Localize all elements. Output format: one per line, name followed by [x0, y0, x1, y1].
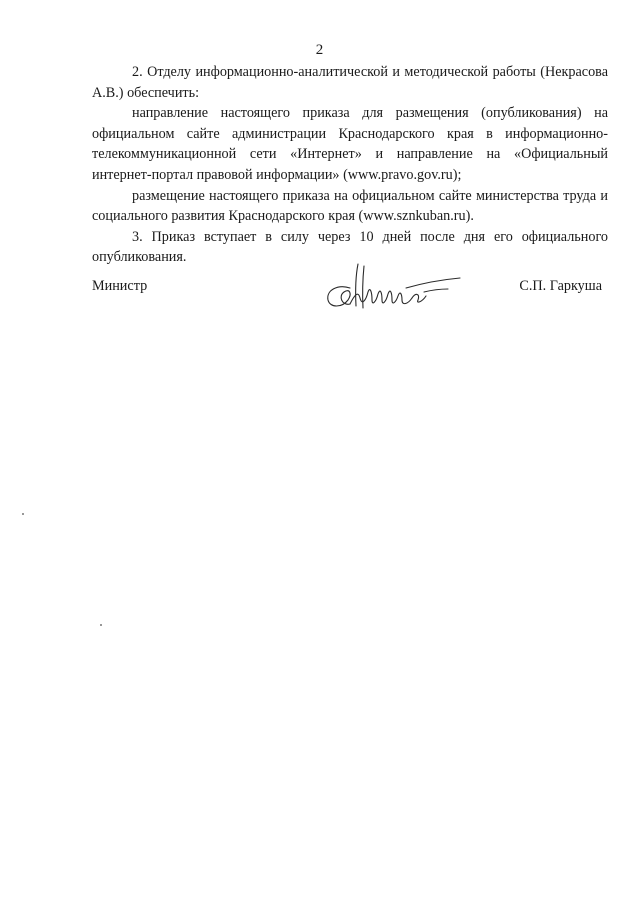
- paragraph-publication-portal: направление настоящего приказа для размещения (опубликования) на официальном сайте администрации Краснодарского края в информационно-телекоммуникационной сети «Интернет» и направление на «Официальный интернет-портал правовой информации» (www.pravo.gov.ru);: [92, 105, 608, 183]
- signature-block: [92, 262, 608, 312]
- paragraph-publication-ministry: размещение настоящего приказа на официальном сайте министерства труда и социального развития Краснодарского края (www.sznkuban.ru).: [92, 187, 608, 225]
- paragraph-item-3: 3. Приказ вступает в силу через 10 дней после дня его официального опубликования.: [92, 228, 608, 266]
- signatory-title: Министр: [92, 278, 148, 294]
- handwritten-signature: [320, 262, 470, 312]
- page-number: 2: [315, 42, 324, 58]
- paragraph-item-2: 2. Отделу информационно-аналитической и методической работы (Некрасова А.В.) обеспечить:: [92, 64, 608, 101]
- document-body: [92, 62, 608, 268]
- scan-speck: [22, 513, 24, 515]
- signatory-name: С.П. Гаркуша: [519, 278, 602, 294]
- scan-speck: [100, 624, 102, 626]
